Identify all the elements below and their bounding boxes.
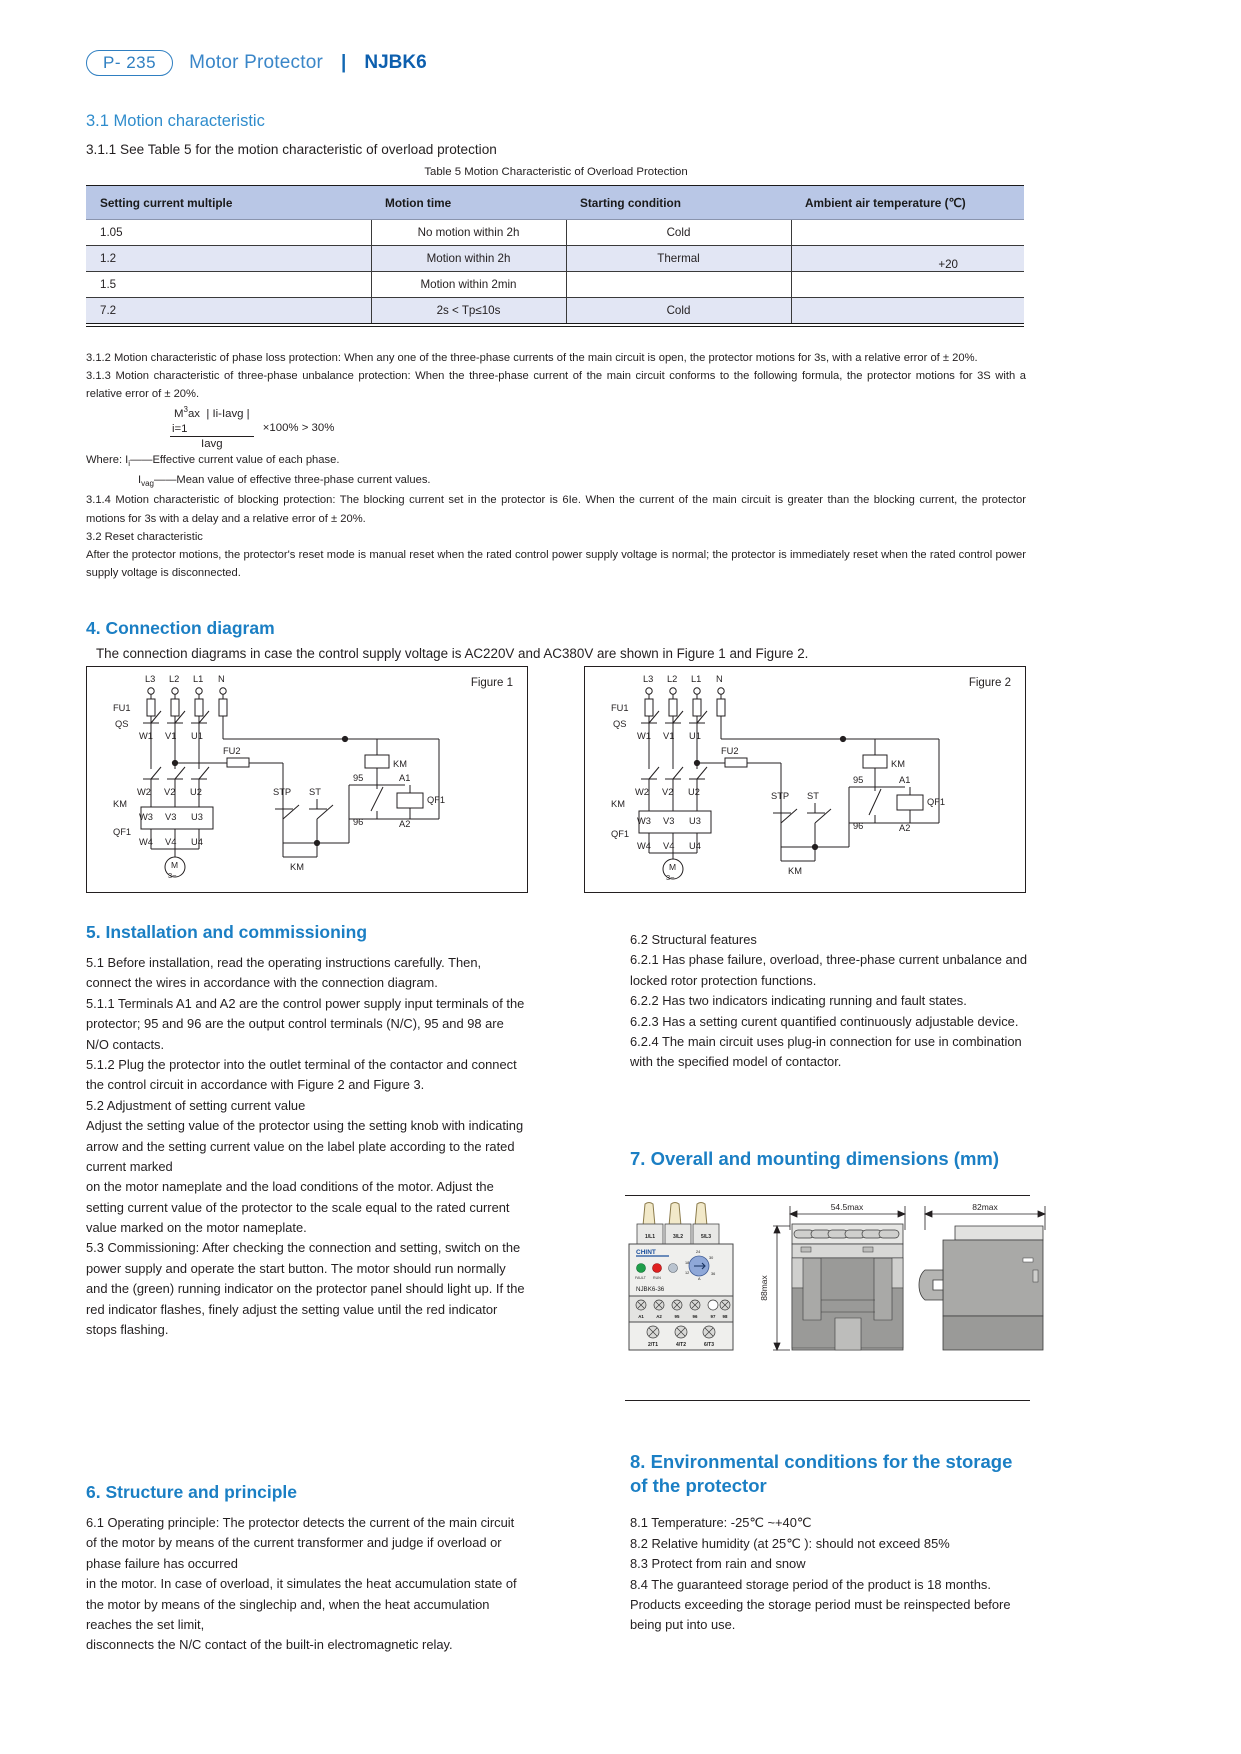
fig2-label-w4: W4 — [637, 841, 651, 851]
dimension-width-side: 82max — [972, 1202, 998, 1212]
cell-motion-time: Motion within 2min — [371, 272, 566, 298]
table-5-caption: Table 5 Motion Characteristic of Overload Protection — [424, 166, 688, 179]
section-7-heading: 7. Overall and mounting dimensions (mm) — [630, 1148, 1000, 1169]
section-4-heading: 4. Connection diagram — [86, 618, 275, 638]
dial-value-36: 36 — [711, 1272, 716, 1276]
fig1-label-qf1-coil: QF1 — [427, 795, 446, 805]
fig1-label-km-seal: KM — [290, 862, 304, 872]
dial-value-30: 30 — [709, 1256, 714, 1260]
fig1-label-km: KM — [113, 799, 127, 809]
fig1-label-u3: U3 — [191, 812, 203, 822]
formula-abs-term: | Ii-Iavg | — [206, 408, 250, 421]
col-header-motion-time: Motion time — [371, 186, 566, 220]
product-front-view — [629, 1203, 733, 1351]
cell-starting-condition: Cold — [566, 298, 791, 324]
fig1-label-u1: U1 — [191, 731, 203, 741]
fig2-label-v1: V1 — [663, 731, 675, 741]
dimension-width-front: 54.5max — [830, 1202, 864, 1212]
section-6-2 — [630, 930, 1030, 1073]
section-5-para-6: on the motor nameplate and the load conditions of the motor. Adjust the setting current value of the protector to the scale equal to the rated current value marked on the motor nameplate. — [86, 1179, 510, 1236]
cell-ambient-temp — [791, 220, 1024, 246]
cell-motion-time: 2s < Tp≤10s — [371, 298, 566, 324]
figure-1-circuit — [87, 667, 529, 894]
cell-setting-current: 1.05 — [86, 220, 371, 246]
cell-setting-current: 1.2 — [86, 246, 371, 272]
fig1-label-l2: L2 — [169, 674, 180, 684]
col-header-setting-current: Setting current multiple — [86, 186, 371, 220]
section-5-para-1: 5.1 Before installation, read the operating instructions carefully. Then, connect the wires in accordance with the connection diagram. — [86, 955, 482, 991]
formula-max-m: M — [174, 408, 184, 421]
label-fault: FAULT — [635, 1276, 646, 1280]
led-run-red — [653, 1264, 662, 1273]
fig2-label-qf1-coil: QF1 — [927, 797, 946, 807]
cell-starting-condition: Thermal — [566, 246, 791, 272]
fig1-label-w3: W3 — [139, 812, 153, 822]
fig2-label-motor-phase: 3~ — [666, 873, 675, 882]
fig2-label-a2: A2 — [899, 823, 911, 833]
section-5-para-7: 5.3 Commissioning: After checking the connection and setting, switch on the power supply and operate the start button. The motor should run normally and the (green) running indicator on the protector panel should light up. If the red indicator flashes, finely adjust the setting value until the red indicator stops flashing. — [86, 1240, 525, 1338]
section-5-para-2: 5.1.1 Terminals A1 and A2 are the control power supply input terminals of the protector; 95 and 96 are the output control terminals (N/C), 95 and 98 are N/O contacts. — [86, 995, 525, 1052]
dimension-height: 88max — [759, 1275, 769, 1301]
control-terminal-96: 96 — [692, 1314, 698, 1319]
cell-setting-current: 1.5 — [86, 272, 371, 298]
page-number-badge: P- 235 — [86, 50, 173, 76]
formula-denominator: Iavg — [201, 437, 223, 450]
section-6-para-1: 6.1 Operating principle: The protector detects the current of the main circuit of the motor by means of the current transformer and judge if overload or phase failure has occurred — [86, 1515, 515, 1571]
col-header-ambient-temp: Ambient air temperature (℃) — [791, 186, 1024, 220]
fig2-label-w1: W1 — [637, 731, 651, 741]
fig1-label-w4: W4 — [139, 837, 153, 847]
fig1-label-a1: A1 — [399, 773, 411, 783]
cell-starting-condition: Cold — [566, 220, 791, 246]
formula-max-rest: ax — [187, 408, 200, 421]
cell-motion-time: No motion within 2h — [371, 220, 566, 246]
figure-1-caption: Figure 1 — [470, 677, 513, 689]
reset-button-icon — [669, 1264, 678, 1273]
fig2-label-l1: L1 — [691, 674, 702, 684]
fig1-label-v4: V4 — [165, 837, 177, 847]
control-terminal-95: 95 — [674, 1314, 680, 1319]
page-header — [86, 50, 427, 76]
fig2-label-u4: U4 — [689, 841, 701, 851]
figure-1-frame — [86, 666, 528, 893]
fig1-label-95: 95 — [353, 773, 364, 783]
terminal-label-1L1: 1/L1 — [644, 1234, 656, 1240]
dial-value-12: 12 — [685, 1271, 690, 1275]
terminal-label-2T1: 2/T1 — [647, 1342, 659, 1348]
fig2-label-v3: V3 — [663, 816, 675, 826]
para-3-1-2: 3.1.2 Motion characteristic of phase loss protection: When any one of the three-phase currents of the main circuit is open, the protector motions for 3s, with a relative error of ± 20%. — [86, 352, 978, 365]
fig2-label-a1: A1 — [899, 775, 911, 785]
formula-index: i=1 — [172, 422, 188, 435]
section-6-2-para-4: 6.2.3 Has a setting curent quantified continuously adjustable device. — [630, 1013, 1019, 1029]
para-3-2-body: After the protector motions, the protector's reset mode is manual reset when the rated control power supply voltage is normal; the protector is immediately reset when the rated control power supply voltage is disconnected. — [86, 548, 1026, 579]
unbalance-formula — [170, 405, 1026, 451]
cell-motion-time: Motion within 2h — [371, 246, 566, 272]
fig1-label-l3: L3 — [145, 674, 156, 684]
control-terminal-98: 98 — [722, 1314, 728, 1319]
fig2-label-qf1: QF1 — [611, 829, 630, 839]
section-6-heading: 6. Structure and principle — [86, 1482, 298, 1502]
header-separator: | — [341, 52, 347, 73]
fig1-label-v1: V1 — [165, 731, 177, 741]
fig2-label-motor: M — [669, 862, 677, 872]
fig2-label-fu1: FU1 — [611, 703, 629, 713]
terminal-label-4T2: 4/T2 — [675, 1342, 687, 1348]
table-row — [86, 298, 1024, 324]
fig1-label-stp: STP — [273, 787, 292, 797]
section-6-para-3: disconnects the N/C contact of the built-in electromagnetic relay. — [86, 1637, 453, 1653]
fig1-label-l1: L1 — [193, 674, 204, 684]
fig2-label-u3: U3 — [689, 816, 701, 826]
cell-ambient-temp: +20 — [791, 246, 1024, 272]
cell-starting-condition — [566, 272, 791, 298]
table-row — [86, 272, 1024, 298]
dial-value-18: 18 — [685, 1261, 690, 1265]
fig2-label-v4: V4 — [663, 841, 675, 851]
side-dimension-view — [919, 1202, 1045, 1350]
fig2-label-95: 95 — [853, 775, 864, 785]
section-8-para-3: 8.3 Protect from rain and snow — [630, 1556, 806, 1572]
control-terminal-97: 97 — [710, 1314, 716, 1319]
section-6-2-para-5: 6.2.4 The main circuit uses plug-in connection for use in combination with the specified model of contactor. — [630, 1033, 1022, 1070]
fig1-label-v2: V2 — [164, 787, 176, 797]
section-3-1-1-intro: 3.1.1 See Table 5 for the motion characteristic of overload protection — [86, 142, 497, 157]
section-7-top-rule — [625, 1195, 1030, 1196]
figure-2-frame — [584, 666, 1026, 893]
table-row — [86, 246, 1024, 272]
section-5-heading: 5. Installation and commissioning — [86, 922, 368, 942]
header-category: Motor Protector — [189, 52, 324, 73]
header-model: NJBK6 — [364, 52, 427, 73]
fig1-label-n: N — [218, 674, 225, 684]
fig1-label-96: 96 — [353, 817, 364, 827]
formula-max-superscript: 3 — [183, 405, 188, 415]
col-header-starting-condition: Starting condition — [566, 186, 791, 220]
figure-2-circuit — [585, 667, 1027, 894]
fig2-label-l3: L3 — [643, 674, 654, 684]
where-line-2 — [138, 471, 1026, 491]
section-7 — [630, 1148, 1030, 1170]
section-6-2-para-3: 6.2.2 Has two indicators indicating running and fault states. — [630, 993, 967, 1009]
section-6-2-para-2: 6.2.1 Has phase failure, overload, three-phase current unbalance and locked rotor protection functions. — [630, 952, 1028, 988]
control-terminal-a1: A1 — [638, 1314, 644, 1319]
fig2-label-km: KM — [611, 799, 625, 809]
fig1-label-qs: QS — [115, 719, 129, 729]
fig1-label-qf1: QF1 — [113, 827, 132, 837]
cell-setting-current: 7.2 — [86, 298, 371, 324]
section-7-bottom-rule — [625, 1400, 1030, 1401]
front-dimension-view — [759, 1202, 905, 1350]
formula-numerator — [170, 405, 254, 421]
section-5-para-4: 5.2 Adjustment of setting current value — [86, 1097, 306, 1113]
fig2-label-l2: L2 — [667, 674, 678, 684]
table-bottom-rule — [86, 326, 1024, 327]
fig2-label-u1: U1 — [689, 731, 701, 741]
dimension-drawing — [625, 1200, 1125, 1395]
fig2-label-96: 96 — [853, 821, 864, 831]
fig2-label-v2: V2 — [662, 787, 674, 797]
dimension-drawing-svg — [625, 1200, 1125, 1395]
fig1-label-km-coil: KM — [393, 759, 407, 769]
section-5-para-3: 5.1.2 Plug the protector into the outlet terminal of the contactor and connect the control circuit in accordance with Figure 2 and Figure 3. — [86, 1056, 517, 1093]
fig1-label-w2: W2 — [137, 787, 151, 797]
terminal-label-6T3: 6/T3 — [703, 1342, 715, 1348]
fig2-label-fu2: FU2 — [721, 746, 739, 756]
section-5 — [86, 922, 526, 1340]
fig1-label-a2: A2 — [399, 819, 411, 829]
control-terminal-a2: A2 — [656, 1314, 662, 1319]
brand-chint: CHINT — [636, 1249, 656, 1256]
fig1-label-motor-phase: 3~ — [168, 871, 177, 880]
fig2-label-n: N — [716, 674, 723, 684]
section-8-para-4: 8.4 The guaranteed storage period of the product is 18 months. Products exceeding the storage period must be reinspected before being put into use. — [630, 1576, 1011, 1633]
cell-ambient-temp — [791, 272, 1024, 298]
section-3-1-heading: 3.1 Motion characteristic — [86, 112, 265, 130]
where-line-1 — [86, 451, 1026, 471]
table-row — [86, 220, 1024, 246]
where-desc-1: ——Effective current value of each phase. — [130, 454, 340, 467]
fig1-label-w1: W1 — [139, 731, 153, 741]
fig2-label-qs: QS — [613, 719, 627, 729]
product-model-label: NJBK6-36 — [636, 1286, 665, 1293]
section-6-2-para-1: 6.2 Structural features — [630, 932, 757, 947]
fig1-label-fu2: FU2 — [223, 746, 241, 756]
fig1-label-u4: U4 — [191, 837, 203, 847]
where-label: Where: — [86, 454, 123, 467]
section-4 — [86, 618, 1026, 665]
para-3-2-heading: 3.2 Reset characteristic — [86, 530, 203, 543]
fig1-label-v3: V3 — [165, 812, 177, 822]
section-3-1 — [86, 112, 1026, 582]
para-3-1-3: 3.1.3 Motion characteristic of three-phase unbalance protection: When the three-phase current of the main circuit conforms to the following formula, the protector motions for 3S with a relative error of ± 20%. — [86, 370, 1026, 401]
fig2-label-w3: W3 — [637, 816, 651, 826]
where-desc-2: ——Mean value of effective three-phase current values. — [154, 474, 431, 487]
fig1-label-u2: U2 — [190, 787, 202, 797]
fig1-label-motor: M — [171, 860, 179, 870]
section-4-intro: The connection diagrams in case the control supply voltage is AC220V and AC380V are shown in Figure 1 and Figure 2. — [96, 646, 809, 661]
section-8 — [630, 1450, 1030, 1636]
formula-tail: ×100% > 30% — [262, 422, 335, 435]
dial-value-24: 24 — [696, 1250, 701, 1254]
section-8-para-2: 8.2 Relative humidity (at 25℃ ): should not exceed 85% — [630, 1535, 950, 1551]
cell-ambient-temp — [791, 298, 1024, 324]
fig2-label-w2: W2 — [635, 787, 649, 797]
formula-fraction — [170, 405, 254, 451]
figure-2-caption: Figure 2 — [968, 677, 1011, 689]
label-run: RUN — [653, 1276, 661, 1280]
where-symbol-iavg: I — [138, 474, 142, 487]
fig2-label-km-coil: KM — [891, 759, 905, 769]
terminal-label-5L3: 5/L3 — [700, 1234, 712, 1240]
fig2-label-u2: U2 — [688, 787, 700, 797]
fig2-label-stp: STP — [771, 791, 790, 801]
terminal-label-3L2: 3/L2 — [672, 1234, 684, 1240]
fig1-label-fu1: FU1 — [113, 703, 131, 713]
fig2-label-st: ST — [807, 791, 819, 801]
where-symbol-i: I — [125, 454, 129, 467]
dial-unit-a: A — [698, 1277, 701, 1281]
section-6 — [86, 1482, 526, 1656]
fig2-label-km-seal: KM — [788, 866, 802, 876]
para-3-1-4: 3.1.4 Motion characteristic of blocking protection: The blocking current set in the protector is 6Ie. When the current of the main circuit is greater than the blocking current, the protector motions for 3s with a delay and a relative error of ± 20%. — [86, 494, 1026, 525]
led-fault-green — [637, 1264, 646, 1273]
where-symbol-iavg-subscript: vag — [141, 479, 155, 489]
section-8-heading: 8. Environmental conditions for the storage of the protector — [630, 1451, 1013, 1496]
section-8-para-1: 8.1 Temperature: -25℃ ~+40℃ — [630, 1515, 812, 1531]
section-5-para-5: Adjust the setting value of the protector using the setting knob with indicating arrow and the setting current value on the label plate according to the rated current marked — [86, 1118, 524, 1174]
table-header-row — [86, 186, 1024, 220]
section-6-para-2: in the motor. In case of overload, it simulates the heat accumulation state of the motor by means of the singlechip and, when the heat accumulation reaches the set limit, — [86, 1576, 517, 1632]
fig1-label-st: ST — [309, 787, 321, 797]
table-motion-characteristic — [86, 185, 1024, 324]
where-symbol-i-subscript: i — [128, 459, 131, 469]
